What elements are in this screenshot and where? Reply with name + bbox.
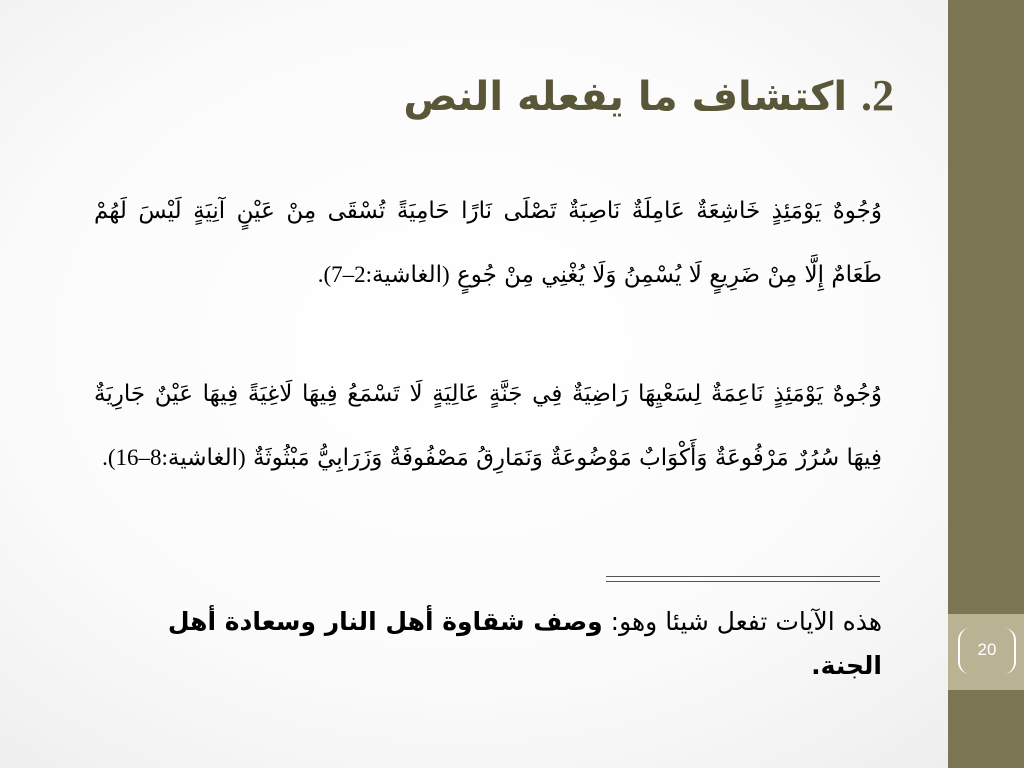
summary-text — [142, 600, 882, 688]
page-number: 20 — [977, 640, 997, 659]
verse-reference: (الغاشية:8–16). — [102, 445, 246, 470]
double-line-divider — [606, 576, 880, 582]
verse-text: وُجُوهٌ يَوْمَئِذٍ خَاشِعَةٌ عَامِلَةٌ نَاصِبَةٌ تَصْلَى نَارًا حَامِيَةً تُسْقَى مِنْ عَيْنٍ آنِيَةٍ لَيْسَ لَهُمْ طَعَامٌ إِلَّا مِنْ ضَرِيعٍ لَا يُسْمِنُ وَلَا يُغْنِي مِنْ جُوعٍ — [94, 198, 882, 288]
summary-bold: وصف شقاوة أهل النار وسعادة أهل الجنة. — [167, 607, 882, 680]
verse-block-2 — [94, 363, 882, 490]
verse-block-1 — [94, 180, 882, 307]
verse-text: وُجُوهٌ يَوْمَئِذٍ نَاعِمَةٌ لِسَعْيِهَا رَاضِيَةٌ فِي جَنَّةٍ عَالِيَةٍ لَا تَسْمَعُ فِيهَا لَاغِيَةً فِيهَا عَيْنٌ جَارِيَةٌ فِيهَا سُرُرٌ مَرْفُوعَةٌ وَأَكْوَابٌ مَوْضُوعَةٌ وَنَمَارِقُ مَصْفُوفَةٌ وَزَرَابِيُّ مَبْثُوثَةٌ — [94, 381, 882, 471]
title-text: اكتشاف ما يفعله النص — [403, 74, 848, 120]
slide-title — [294, 66, 894, 127]
summary-lead: هذه الآيات تفعل شيئا وهو: — [602, 607, 882, 636]
title-number: 2. — [861, 71, 894, 120]
verse-reference: (الغاشية:2–7). — [317, 262, 450, 287]
